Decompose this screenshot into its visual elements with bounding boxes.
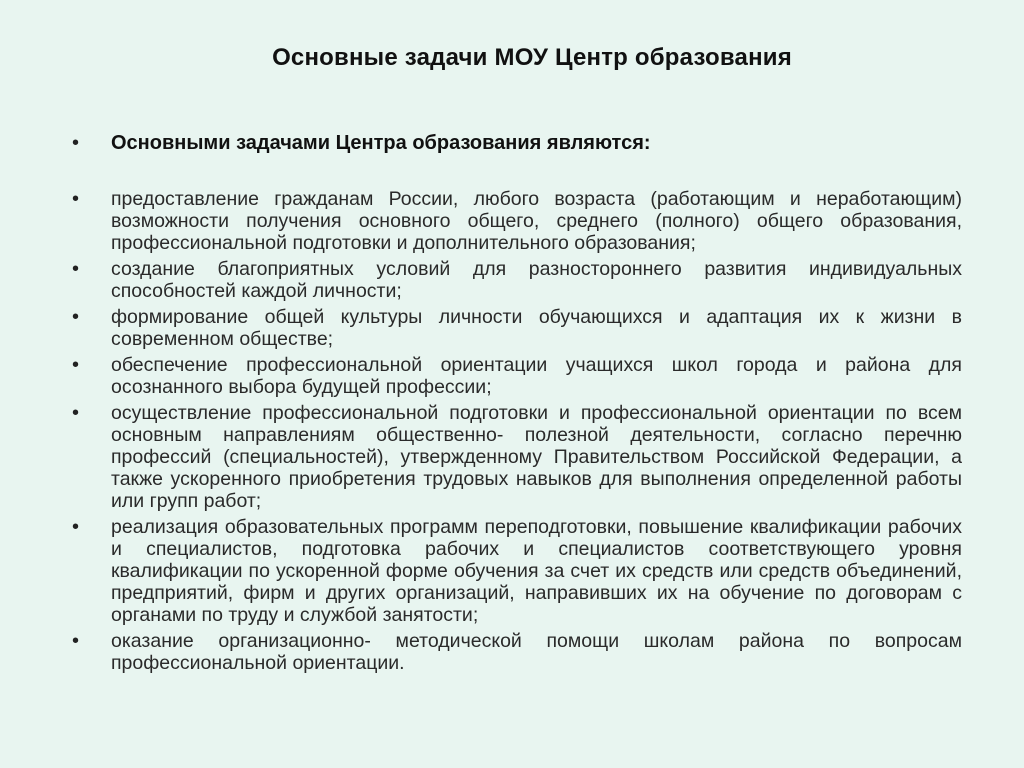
task-text: оказание организационно- методической помощи школам района по вопросам профессиональной ориентации.	[111, 630, 962, 674]
bullet-icon: •	[72, 630, 80, 652]
list-item	[72, 354, 962, 398]
bullet-icon: •	[72, 188, 80, 210]
list-item	[72, 630, 962, 674]
list-item	[72, 402, 962, 512]
slide-title: Основные задачи МОУ Центр образования	[272, 44, 792, 71]
list-item	[72, 258, 962, 302]
task-text: осуществление профессиональной подготовки и профессиональной ориентации по всем основным направлениям общественно- полезной деятельности, согласно перечню профессий (специальностей), утвержденному Правительством Российской Федерации, а также ускоренного приобретения трудовых навыков для выполнения определенной работы или групп работ;	[111, 402, 962, 512]
task-text: предоставление гражданам России, любого возраста (работающим и неработающим) возможности получения основного общего, среднего (полного) общего образования, профессиональной подготовки и дополнительного образования;	[111, 188, 962, 254]
list-item	[72, 516, 962, 626]
list-item	[72, 306, 962, 350]
list-heading-item	[72, 128, 962, 158]
list-heading: Основными задачами Центра образования являются:	[111, 132, 651, 154]
task-text: формирование общей культуры личности обучающихся и адаптация их к жизни в современном обществе;	[111, 306, 962, 350]
bullet-icon: •	[72, 402, 80, 424]
bullet-icon: •	[72, 306, 80, 328]
list-item	[72, 188, 962, 254]
task-text: создание благоприятных условий для разностороннего развития индивидуальных способностей каждой личности;	[111, 258, 962, 302]
task-list	[72, 128, 962, 678]
bullet-icon: •	[72, 516, 80, 538]
bullet-icon: •	[72, 132, 80, 154]
task-text: обеспечение профессиональной ориентации учащихся школ города и района для осознанного выбора будущей профессии;	[111, 354, 962, 398]
task-text: реализация образовательных программ переподготовки, повышение квалификации рабочих и специалистов, подготовка рабочих и специалистов соответствующего уровня квалификации по ускоренной форме обучения за счет их средств или средств объединений, предприятий, фирм и других организаций, направивших их на обучение по договорам с органами по труду и службой занятости;	[111, 516, 962, 626]
bullet-icon: •	[72, 354, 80, 376]
bullet-icon: •	[72, 258, 80, 280]
